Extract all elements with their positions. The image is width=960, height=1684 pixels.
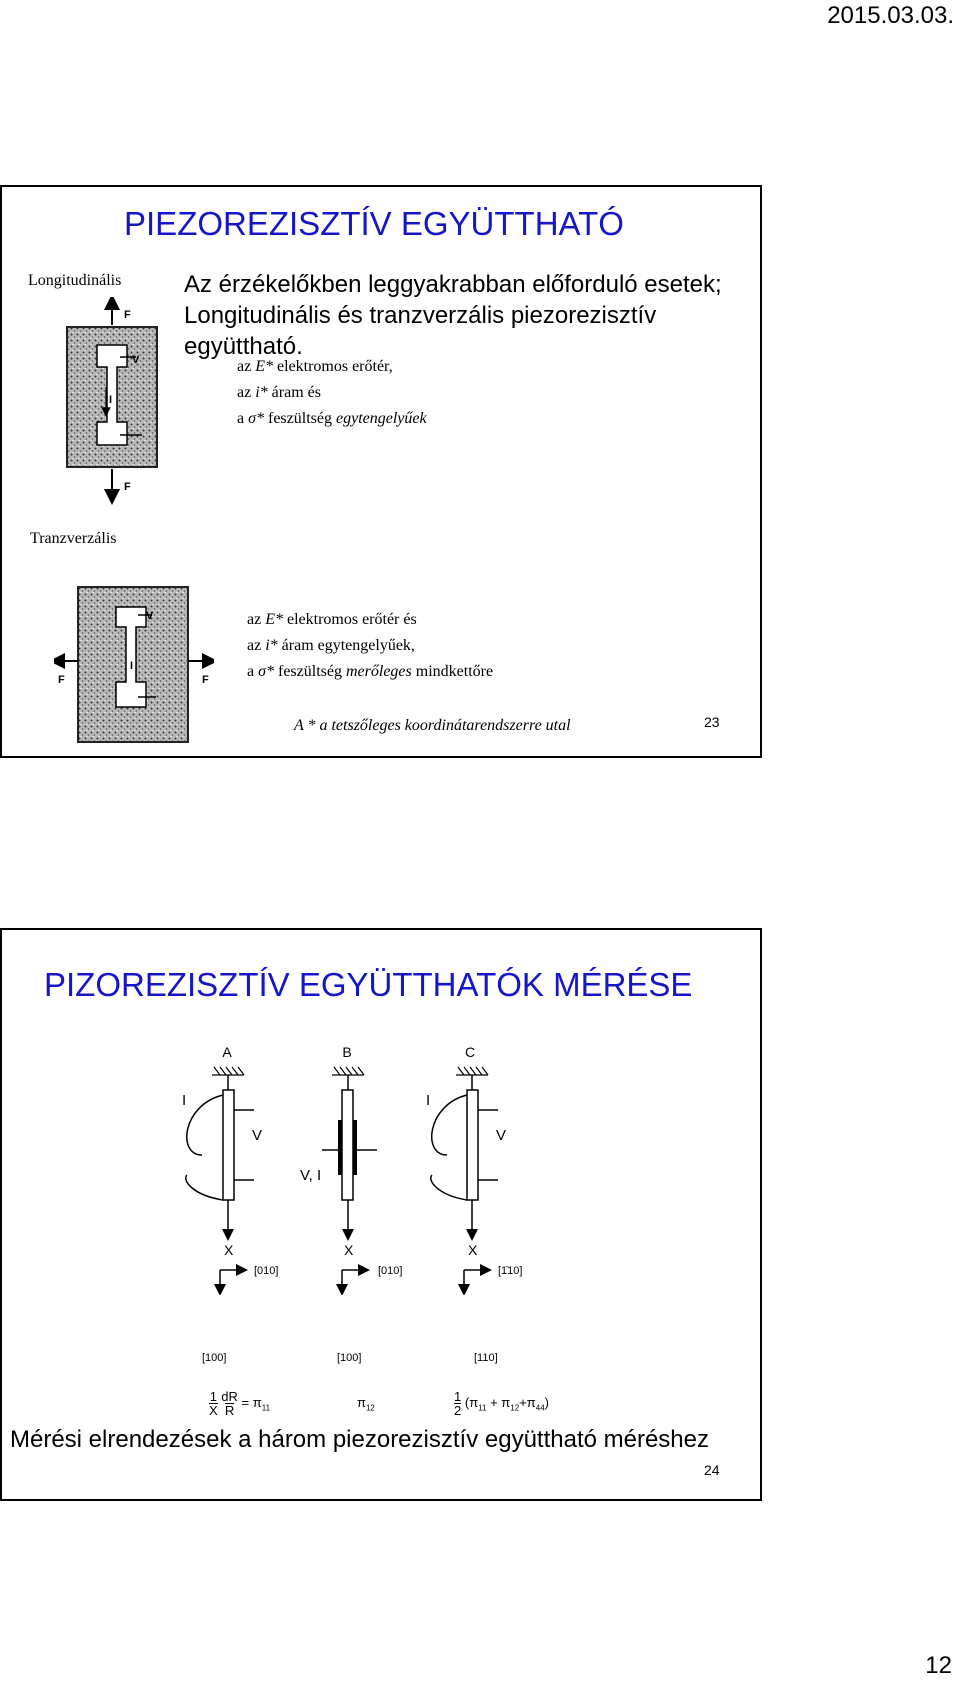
config-label: A	[222, 1045, 232, 1060]
direction-marker-c	[464, 1265, 522, 1290]
direction-marker-a	[220, 1265, 278, 1290]
voltage-label: V	[146, 610, 154, 622]
voltage-label: V	[496, 1127, 507, 1144]
config-label: C	[464, 1045, 476, 1060]
voltage-label: V	[132, 354, 140, 366]
intro-line: Az érzékelőkben leggyakrabban előforduló esetek;	[184, 271, 722, 298]
voltage-label: V	[252, 1127, 263, 1144]
footnote: A * a tetszőleges koordinátarendszerre utal	[294, 717, 571, 734]
sample-bar	[223, 1090, 234, 1200]
desc-line: az i* áram egytengelyűek,	[247, 637, 415, 654]
config-a	[182, 1045, 262, 1258]
current-label: I	[426, 1092, 431, 1109]
longitudinal-description	[237, 354, 427, 432]
direction-label: [100]	[337, 1352, 362, 1364]
force-label: F	[124, 481, 131, 493]
current-label: I	[109, 394, 113, 406]
desc-line: a σ* feszültség egytengelyűek	[237, 410, 427, 427]
slide-title: PIEZOREZISZTÍV EGYÜTTHATÓ	[124, 205, 624, 242]
config-label: B	[342, 1045, 352, 1060]
axis-label: X	[344, 1242, 354, 1258]
desc-line: az E* elektromos erőtér,	[237, 358, 393, 375]
direction-label: [1̄10]	[498, 1265, 523, 1277]
config-c	[426, 1045, 506, 1258]
slide-title: PIZOREZISZTÍV EGYÜTTHATÓK MÉRÉSE	[44, 966, 693, 1003]
desc-line: az i* áram és	[237, 384, 321, 401]
force-label: F	[58, 674, 65, 686]
slide-23	[0, 185, 762, 758]
sample-bar	[467, 1090, 478, 1200]
intro-line: együttható.	[184, 333, 303, 360]
slide-number: 24	[704, 1462, 720, 1478]
direction-label: [010]	[378, 1265, 403, 1277]
transverse-label: Tranzverzális	[30, 530, 117, 547]
direction-marker-b	[342, 1265, 402, 1290]
longitudinal-label: Longitudinális	[28, 272, 122, 289]
voltage-current-label: V, I	[300, 1167, 322, 1184]
desc-line: az E* elektromos erőtér és	[247, 611, 417, 628]
clamp-hatch	[212, 1067, 244, 1075]
axis-label: X	[468, 1242, 478, 1258]
direction-label: [100]	[202, 1352, 227, 1364]
clamp-hatch	[456, 1067, 488, 1075]
intro-line: Longitudinális és tranzverzális piezorezisztív	[184, 302, 657, 329]
page-number: 12	[925, 1652, 952, 1679]
direction-label: [010]	[254, 1265, 279, 1277]
axis-label: X	[224, 1242, 234, 1258]
direction-label: [110]	[474, 1352, 498, 1364]
current-label: I	[182, 1092, 187, 1109]
measurement-diagram	[172, 1045, 592, 1295]
clamp-hatch	[332, 1067, 364, 1075]
intro-text	[184, 269, 722, 362]
slide-number: 23	[704, 714, 720, 730]
longitudinal-diagram	[52, 297, 177, 512]
equation-a: $\frac{1}{X} \frac{dR}{R} = \pi_{11}$	[209, 1389, 271, 1418]
transverse-diagram	[54, 557, 214, 747]
equation-c: $\frac{1}{2} (\pi_{11} + \pi_{12}+\pi_{44})$	[454, 1389, 549, 1418]
transverse-description	[247, 607, 493, 685]
force-label: F	[124, 309, 131, 321]
desc-line: a σ* feszültség merőleges mindkettőre	[247, 663, 494, 680]
config-b	[300, 1045, 377, 1258]
figure-caption: Mérési elrendezések a három piezorezisztív együttható méréshez	[10, 1426, 709, 1453]
force-label: F	[202, 674, 209, 686]
slide-24	[0, 928, 762, 1501]
current-label: I	[130, 660, 134, 672]
equation-b: $\pi_{12}$	[357, 1395, 375, 1413]
sample-bar	[342, 1090, 353, 1200]
header-date: 2015.03.03.	[827, 2, 954, 29]
